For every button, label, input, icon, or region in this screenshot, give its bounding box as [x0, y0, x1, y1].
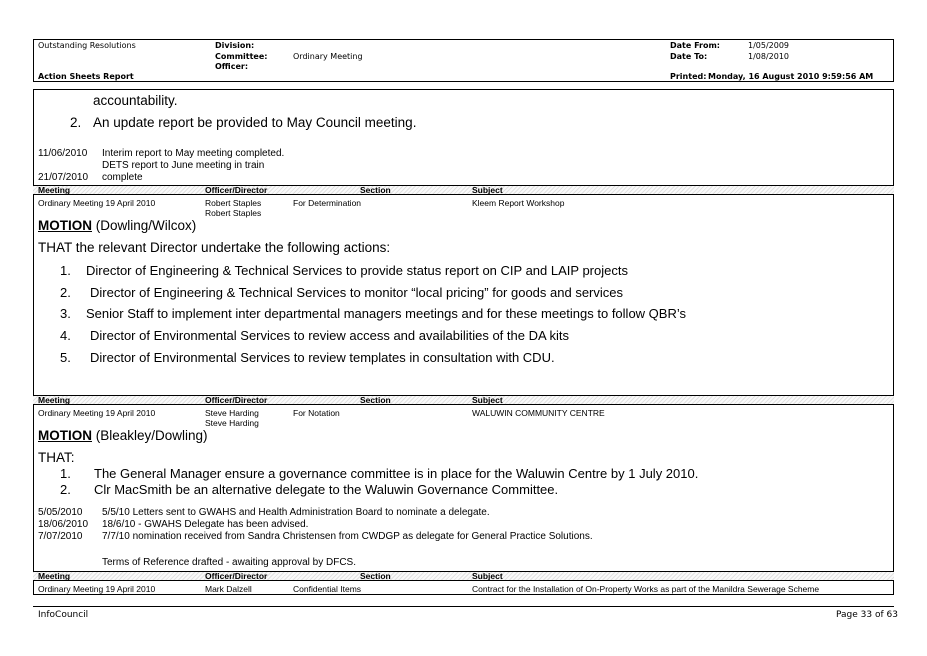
item-meeting: Ordinary Meeting 19 April 2010	[38, 408, 156, 418]
note-date: 21/07/2010	[38, 172, 89, 183]
col-subject: Subject	[472, 395, 503, 405]
item-officer: Steve Harding	[205, 408, 259, 418]
date-to-label: Date To:	[670, 52, 708, 61]
list-item: Senior Staff to implement inter departmental managers meetings and for these meetings to follow QBR’s	[86, 306, 686, 321]
col-meeting: Meeting	[38, 571, 71, 581]
col-section: Section	[360, 571, 391, 581]
list-num: 1.	[60, 263, 71, 278]
printed-label: Printed:	[670, 72, 707, 81]
note-date: 11/06/2010	[38, 148, 88, 159]
item-officer: Robert Staples	[205, 198, 262, 208]
date-from-value: 1/05/2009	[748, 41, 790, 50]
list-num: 4.	[60, 328, 71, 343]
list-item: Director of Engineering & Technical Services to provide status report on CIP and LAIP projects	[86, 263, 628, 278]
item-meeting: Ordinary Meeting 19 April 2010	[38, 198, 156, 208]
col-subject: Subject	[472, 185, 503, 195]
motion-label: MOTION	[38, 218, 92, 233]
list-item: Clr MacSmith be an alternative delegate to the Waluwin Governance Committee.	[94, 482, 559, 497]
col-officer: Officer/Director	[205, 185, 268, 195]
col-section: Section	[360, 395, 391, 405]
motion-heading	[38, 218, 196, 233]
list-num: 2.	[60, 482, 71, 497]
list-item: Director of Engineering & Technical Services to monitor “local pricing” for goods and services	[90, 285, 624, 300]
date-to-value: 1/08/2010	[748, 52, 790, 61]
note-date: 7/07/2010	[38, 531, 83, 542]
col-subject: Subject	[472, 571, 503, 581]
list-item: Director of Environmental Services to review access and availabilities of the DA kits	[90, 328, 570, 343]
item-section: For Notation	[293, 408, 340, 418]
note-text: Interim report to May meeting completed.	[102, 148, 285, 159]
carryover-item-num: 2.	[70, 115, 82, 130]
list-item: Director of Environmental Services to review templates in consultation with CDU.	[90, 350, 555, 365]
date-from-label: Date From:	[670, 41, 721, 50]
officer-label: Officer:	[215, 62, 249, 71]
list-num: 1.	[60, 466, 71, 481]
note-date: 5/05/2010	[38, 507, 83, 518]
item-director: Steve Harding	[205, 418, 259, 428]
committee-label: Committee:	[215, 52, 268, 61]
note-text: 18/6/10 - GWAHS Delegate has been advised.	[102, 519, 309, 530]
column-header-bar	[33, 395, 894, 405]
list-num: 5.	[60, 350, 71, 365]
list-num: 2.	[60, 285, 71, 300]
note-text: complete	[102, 172, 143, 183]
col-officer: Officer/Director	[205, 395, 268, 405]
note-text: 5/5/10 Letters sent to GWAHS and Health Administration Board to nominate a delegate.	[102, 507, 490, 518]
column-header-bar	[33, 185, 894, 195]
footer-rule	[33, 606, 894, 607]
motion-movers: (Bleakley/Dowling)	[95, 428, 208, 443]
footer-brand: InfoCouncil	[38, 610, 89, 620]
col-meeting: Meeting	[38, 185, 71, 195]
motion-intro: THAT the relevant Director undertake the following actions:	[38, 240, 391, 255]
report-name: Outstanding Resolutions	[38, 41, 136, 50]
list-item: The General Manager ensure a governance committee is in place for the Waluwin Centre by 1 July 2010.	[94, 466, 699, 481]
item-director: Robert Staples	[205, 208, 262, 218]
item-section: Confidential Items	[293, 584, 362, 594]
item-meeting: Ordinary Meeting 19 April 2010	[38, 584, 156, 594]
item-subject: Contract for the Installation of On-Property Works as part of the Manildra Sewerage Scheme	[472, 584, 820, 594]
carryover-line: accountability.	[93, 93, 178, 108]
motion-label: MOTION	[38, 428, 92, 443]
committee-value: Ordinary Meeting	[293, 52, 363, 61]
carryover-item-text: An update report be provided to May Council meeting.	[93, 115, 417, 130]
division-label: Division:	[215, 41, 255, 50]
motion-movers: (Dowling/Wilcox)	[95, 218, 197, 233]
column-header-bar	[33, 571, 894, 581]
col-officer: Officer/Director	[205, 571, 268, 581]
item-officer: Mark Dalzell	[205, 584, 252, 594]
item-subject: Kleem Report Workshop	[472, 198, 565, 208]
col-meeting: Meeting	[38, 395, 71, 405]
printed-value: Monday, 16 August 2010 9:59:56 AM	[708, 72, 874, 81]
list-num: 3.	[60, 306, 71, 321]
note-text: 7/7/10 nomination received from Sandra Christensen from CWDGP as delegate for General Practice Solutions.	[102, 531, 593, 542]
item-section: For Determination	[293, 198, 362, 208]
motion-heading	[38, 428, 208, 443]
motion-intro: THAT:	[38, 450, 75, 465]
note-date: 18/06/2010	[38, 519, 89, 530]
col-section: Section	[360, 185, 391, 195]
item-subject: WALUWIN COMMUNITY CENTRE	[472, 408, 605, 418]
note-text: Terms of Reference drafted - awaiting approval by DFCS.	[102, 557, 356, 568]
page-number: Page 33 of 63	[836, 610, 898, 620]
report-type: Action Sheets Report	[38, 72, 134, 81]
note-text: DETS report to June meeting in train	[102, 160, 265, 171]
